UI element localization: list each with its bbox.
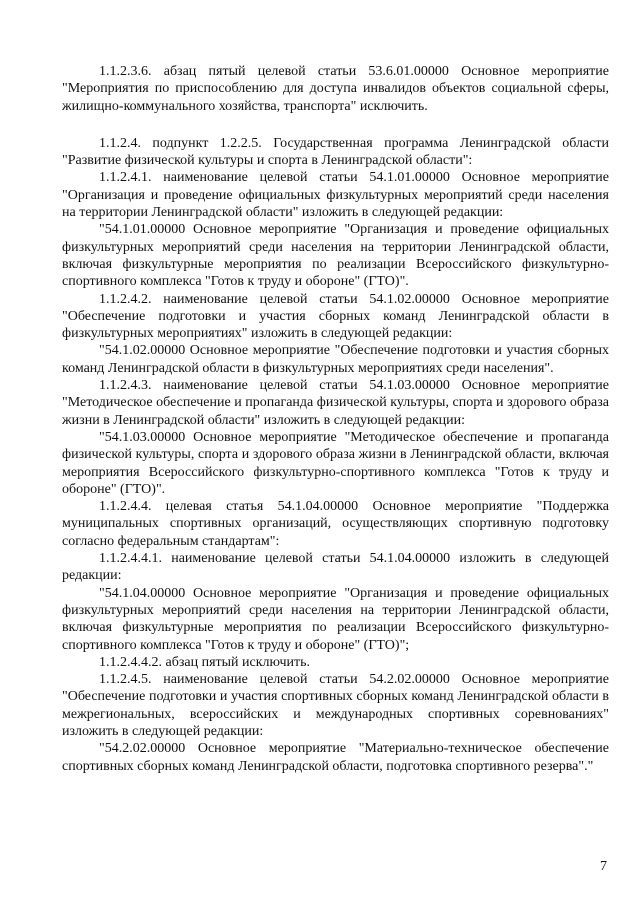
page-number: 7 [600,859,607,874]
paragraph-quote-54-1-03: "54.1.03.00000 Основное мероприятие "Методическое обеспечение и пропаганда физической культуры, спорта и здорового образа жизни в Ленинградской области, включая мероприятия Всероссийского физкультурно-спортивного комплекса "Готов к труду и обороне" (ГТО)". [62,429,609,497]
paragraph-quote-54-1-04: "54.1.04.00000 Основное мероприятие "Организация и проведение официальных физкультурных мероприятий среди населения на территории Ленинградской области, включая физкультурные мероприятия по реализации Всероссийского физкультурно-спортивного комплекса "Готов к труду и обороне" (ГТО)"; [62,585,609,653]
paragraph-1-1-2-3-6: 1.1.2.3.6. абзац пятый целевой статьи 53.6.01.00000 Основное мероприятие "Мероприятия по приспособлению для доступа инвалидов объектов социальной сферы, жилищно-коммунального хозяйства, транспорта" исключить. [62,64,609,114]
paragraph-1-1-2-4-5: 1.1.2.4.5. наименование целевой статьи 54.2.02.00000 Основное мероприятие "Обеспечение подготовки и участия спортивных сборных команд Ленинградской области в межрегиональных, всероссийских и международных спортивных соревнованиях" изложить в следующей редакции: [62,672,609,739]
paragraph-spacer [62,115,609,135]
paragraph-1-1-2-4-2: 1.1.2.4.2. наименование целевой статьи 54.1.02.00000 Основное мероприятие "Обеспечение подготовки и участия сборных команд Ленинградской области в физкультурных мероприятиях" изложить в следующей редакции: [62,291,609,342]
paragraph-quote-54-1-01: "54.1.01.00000 Основное мероприятие "Организация и проведение официальных физкультурных мероприятий среди населения на территории Ленинградской области, включая физкультурные мероприятия по реализации Всероссийского физкультурно-спортивного комплекса "Готов к труду и обороне" (ГТО)". [62,222,609,290]
paragraph-quote-54-2-02: "54.2.02.00000 Основное мероприятие "Материально-техническое обеспечение спортивных сборных команд Ленинградской области, подготовка спортивного резерва"." [62,741,609,774]
paragraph-1-1-2-4-4-1: 1.1.2.4.4.1. наименование целевой статьи 54.1.04.00000 изложить в следующей редакции: [62,551,609,584]
paragraph-1-1-2-4-4-2: 1.1.2.4.4.2. абзац пятый исключить. [99,654,310,670]
document-body [62,63,609,775]
paragraph-1-1-2-4-1: 1.1.2.4.1. наименование целевой статьи 54.1.01.00000 Основное мероприятие "Организация и проведение официальных физкультурных мероприятий среди населения на территории Ленинградской области" изложить в следующей редакции: [62,170,609,221]
paragraph-1-1-2-4: 1.1.2.4. подпункт 1.2.2.5. Государственная программа Ленинградской области "Развитие физической культуры и спорта в Ленинградской области": [62,135,609,169]
paragraph-1-1-2-4-4: 1.1.2.4.4. целевая статья 54.1.04.00000 Основное мероприятие "Поддержка муниципальных спортивных организаций, осуществляющих спортивную подготовку согласно федеральным стандартам": [62,499,609,549]
paragraph-1-1-2-4-3: 1.1.2.4.3. наименование целевой статьи 54.1.03.00000 Основное мероприятие "Методическое обеспечение и пропаганда физической культуры, спорта и здорового образа жизни в Ленинградской области" изложить в следующей редакции: [62,378,609,428]
paragraph-quote-54-1-02: "54.1.02.00000 Основное мероприятие "Обеспечение подготовки и участия сборных команд Ленинградской области в физкультурных мероприятиях среди населения". [62,343,609,376]
